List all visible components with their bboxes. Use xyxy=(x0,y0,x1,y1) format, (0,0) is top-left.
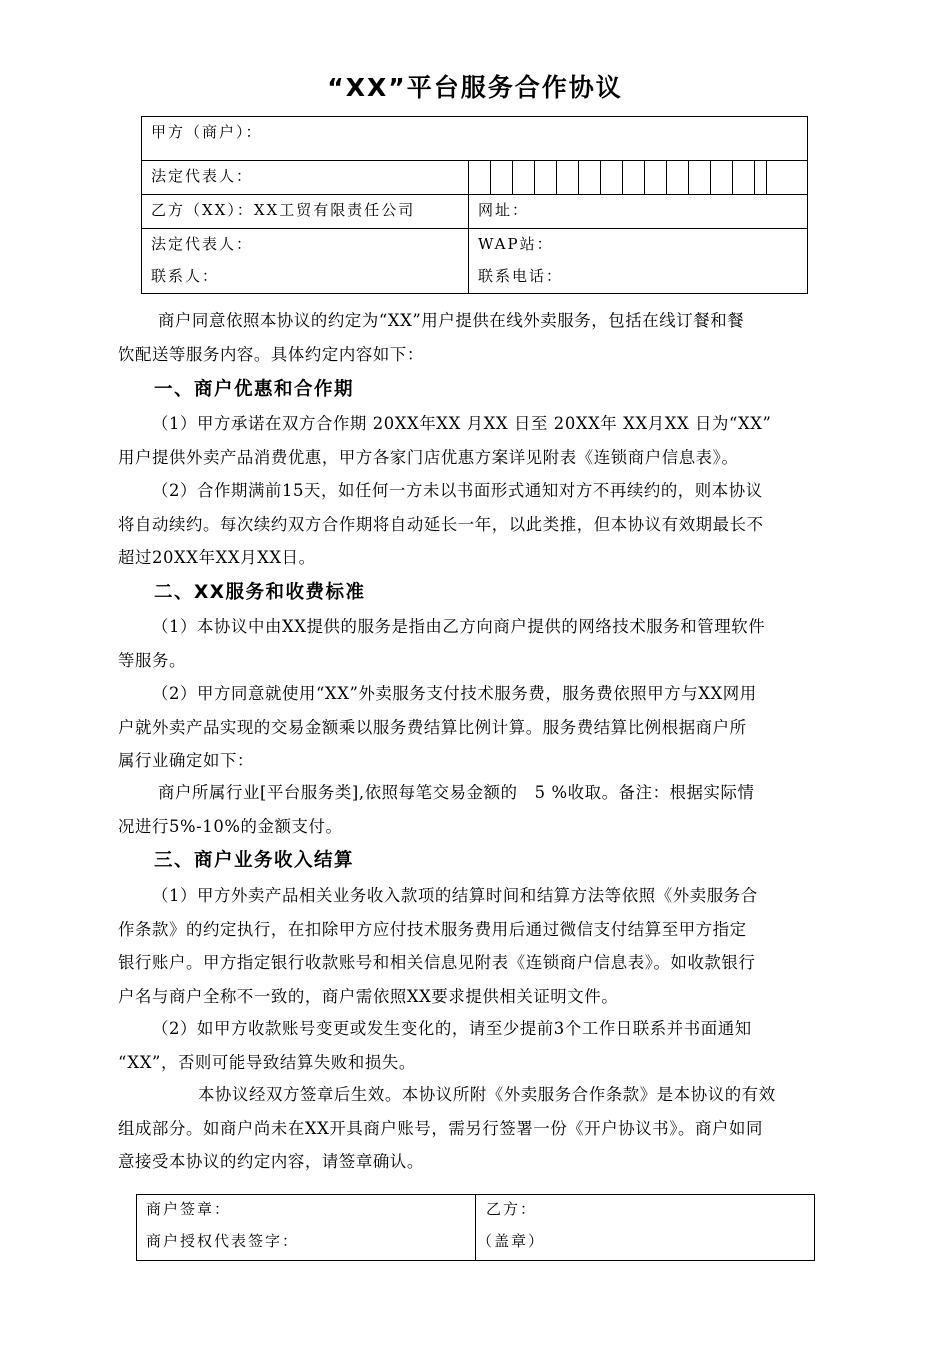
text-line: 意接受本协议的约定内容，请签章确认。 xyxy=(118,1152,424,1171)
party-b-label: 乙方（XX）：XX工贸有限责任公司 xyxy=(151,201,416,219)
digit-box-divider xyxy=(578,160,579,194)
text-line: （2）甲方同意就使用“XX”外卖服务支付技术服务费，服务费依照甲方与XX网用 xyxy=(152,684,757,703)
phone-label: 联系电话： xyxy=(478,267,564,285)
legal-rep-a-label: 法定代表人： xyxy=(151,167,254,185)
text-line: 超过20XX年XX月XX日。 xyxy=(118,548,316,567)
text-line: 户就外卖产品实现的交易金额乘以服务费结算比例计算。服务费结算比例根据商户所 xyxy=(118,717,747,737)
signature-table xyxy=(136,1194,815,1261)
text-line: （1）甲方承诺在双方合作期 20XX年XX 月XX 日至 20XX年 XX月XX 日为“XX” xyxy=(152,414,772,433)
clause-paragraph xyxy=(118,1012,832,1079)
closing-paragraph xyxy=(118,1078,832,1179)
seal-label: （盖章） xyxy=(477,1232,546,1250)
section-heading: 一、商户优惠和合作期 xyxy=(154,379,355,400)
text-line: 况进行5%-10%的金额支付。 xyxy=(118,816,343,836)
digit-box-divider xyxy=(490,160,491,194)
text-line: 银行账户。甲方指定银行收款账号和相关信息见附表《连锁商户信息表》。如收款银行 xyxy=(118,953,756,972)
intro-paragraph xyxy=(118,304,832,371)
party-b-sign-label: 乙方： xyxy=(486,1200,538,1218)
text-line: 将自动续约。每次续约双方合作期将自动延长一年，以此类推，但本协议有效期最长不 xyxy=(118,514,764,534)
text-line: “XX”，否则可能导致结算失败和损失。 xyxy=(118,1052,416,1072)
digit-box-divider xyxy=(766,160,767,194)
text-line: 户名与商户全称不一致的，商户需依照XX要求提供相关证明文件。 xyxy=(118,986,619,1006)
digit-box-divider xyxy=(534,160,535,194)
document-title: “XX”平台服务合作协议 xyxy=(327,73,623,102)
clause-paragraph xyxy=(118,610,832,677)
table-divider xyxy=(142,160,807,161)
text-line: （2）合作期满前15天，如任何一方未以书面形式通知对方不再续约的，则本协议 xyxy=(152,481,763,500)
digit-box-divider xyxy=(622,160,623,194)
clause-paragraph xyxy=(118,879,832,1013)
clause-paragraph xyxy=(118,474,832,575)
text-line: 作条款》的约定执行，在扣除甲方应付技术服务费用后通过微信支付结算至甲方指定 xyxy=(118,919,747,939)
website-label: 网址： xyxy=(478,201,530,219)
table-divider xyxy=(142,194,807,195)
wap-label: WAP站： xyxy=(478,235,554,253)
text-line: 属行业确定如下： xyxy=(118,751,254,770)
digit-box-divider xyxy=(732,160,733,194)
table-divider xyxy=(475,1195,476,1260)
contact-label: 联系人： xyxy=(151,267,220,285)
text-line: （2）如甲方收款账号变更或发生变化的，请至少提前3个工作日联系并书面通知 xyxy=(152,1019,752,1038)
merchant-rep-sign-label: 商户授权代表签字： xyxy=(146,1232,300,1250)
merchant-seal-label: 商户签章： xyxy=(146,1200,232,1218)
digit-box-divider xyxy=(644,160,645,194)
table-divider xyxy=(142,228,807,229)
party-info-table xyxy=(141,116,808,294)
text-line: （1）甲方外卖产品相关业务收入款项的结算时间和结算方法等依照《外卖服务合 xyxy=(152,886,758,905)
clause-paragraph xyxy=(118,407,832,474)
fee-rate-paragraph xyxy=(118,776,832,843)
digit-box-divider xyxy=(600,160,601,194)
text-line: 饮配送等服务内容。具体约定内容如下： xyxy=(118,344,424,364)
clause-paragraph xyxy=(118,677,832,778)
text-line: 组成部分。如商户尚未在XX开具商户账号，需另行签署一份《开户协议书》。商户如同 xyxy=(118,1118,763,1138)
party-a-label: 甲方（商户）： xyxy=(151,123,263,141)
digit-box-divider xyxy=(512,160,513,194)
text-line: 本协议经双方签章后生效。本协议所附《外卖服务合作条款》是本协议的有效 xyxy=(198,1085,776,1104)
digit-box-divider xyxy=(666,160,667,194)
table-divider xyxy=(468,160,469,293)
text-line: 用户提供外卖产品消费优惠，甲方各家门店优惠方案详见附表《连锁商户信息表》。 xyxy=(118,447,739,467)
digit-box-divider xyxy=(754,160,755,194)
section-heading: 三、商户业务收入结算 xyxy=(154,850,355,871)
section-heading: 二、XX服务和收费标准 xyxy=(154,582,366,603)
text-line: 等服务。 xyxy=(118,650,186,670)
digit-box-divider xyxy=(710,160,711,194)
text-line: 商户同意依照本协议的约定为“XX”用户提供在线外卖服务，包括在线订餐和餐 xyxy=(158,311,745,330)
text-line: 商户所属行业[平台服务类],依照每笔交易金额的 5 %收取。备注：根据实际情 xyxy=(158,783,755,802)
text-line: （1）本协议中由XX提供的服务是指由乙方向商户提供的网络技术服务和管理软件 xyxy=(152,617,766,636)
digit-box-divider xyxy=(556,160,557,194)
legal-rep-b-label: 法定代表人： xyxy=(151,235,254,253)
digit-box-divider xyxy=(688,160,689,194)
